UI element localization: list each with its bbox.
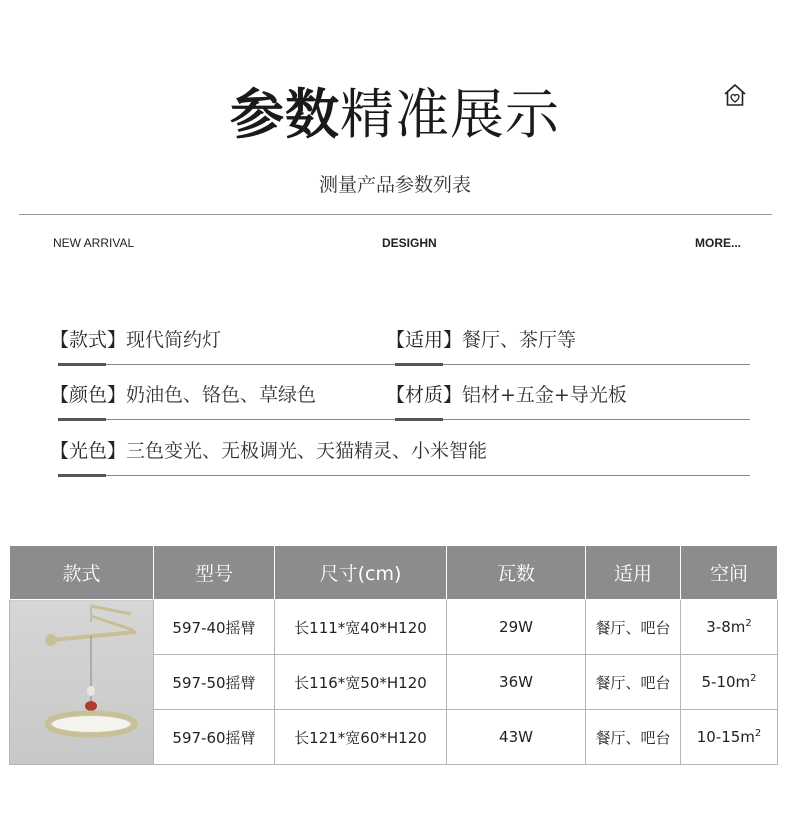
spec-divider [58,475,750,476]
cell-watt: 36W [447,655,586,710]
cell-model: 597-60摇臂 [154,710,275,765]
spec-color [50,380,316,407]
spec-divider [58,364,414,365]
nav-design[interactable]: DESIGHN [382,236,437,250]
lamp-product-image [10,600,154,765]
title-light: 精准展示 [340,83,560,146]
spec-material-value: 铝材+五金+导光板 [462,384,627,406]
spec-color-value: 奶油色、铬色、草绿色 [126,384,317,406]
cell-space-sup: 2 [754,728,762,739]
cell-model: 597-40摇臂 [154,600,275,655]
column-header-use: 适用 [586,546,681,600]
page-subtitle: 测量产品参数列表 [318,174,471,196]
spec-divider [395,364,750,365]
column-header-space: 空间 [681,546,778,600]
cell-use: 餐厅、吧台 [586,655,681,710]
spec-use-value: 餐厅、茶厅等 [462,329,577,351]
table-row [10,600,778,655]
spec-style [50,325,221,352]
cell-size: 长111*宽40*H120 [275,600,447,655]
spec-color-label: 【颜色】 [50,384,127,406]
nav-new-arrival[interactable]: NEW ARRIVAL [53,236,135,250]
spec-material-label: 【材质】 [386,384,463,406]
title-bold: 参数 [230,83,340,146]
cell-watt: 43W [447,710,586,765]
cell-size: 长121*宽60*H120 [275,710,447,765]
cell-space [681,600,778,655]
cell-use: 餐厅、吧台 [586,710,681,765]
cell-space [681,655,778,710]
parameter-table [9,545,778,765]
spec-material [386,380,627,407]
cell-space [681,710,778,765]
cell-use: 餐厅、吧台 [586,600,681,655]
nav-more[interactable]: MORE... [695,236,742,250]
spec-divider [395,419,750,420]
spec-light [50,436,487,463]
cell-space-sup: 2 [745,618,752,629]
spec-use [386,325,576,352]
home-heart-icon[interactable] [722,82,748,108]
spec-divider [58,419,414,420]
spec-light-value: 三色变光、无极调光、天猫精灵、小米智能 [126,440,488,462]
column-header-style: 款式 [10,546,154,600]
cell-space-sup: 2 [750,673,757,684]
spec-use-label: 【适用】 [386,329,463,351]
spec-style-label: 【款式】 [50,329,127,351]
header-divider [19,214,772,215]
table-header-row [10,546,778,600]
cell-space-value: 10-15m [696,728,755,746]
spec-light-label: 【光色】 [50,440,127,462]
page-title [0,80,790,150]
cell-size: 长116*宽50*H120 [275,655,447,710]
cell-space-value: 3-8m [706,618,746,636]
cell-space-value: 5-10m [701,673,751,691]
cell-watt: 29W [447,600,586,655]
column-header-watt: 瓦数 [447,546,586,600]
cell-model: 597-50摇臂 [154,655,275,710]
spec-style-value: 现代简约灯 [126,329,222,351]
column-header-model: 型号 [154,546,275,600]
column-header-size: 尺寸(cm) [275,546,447,600]
